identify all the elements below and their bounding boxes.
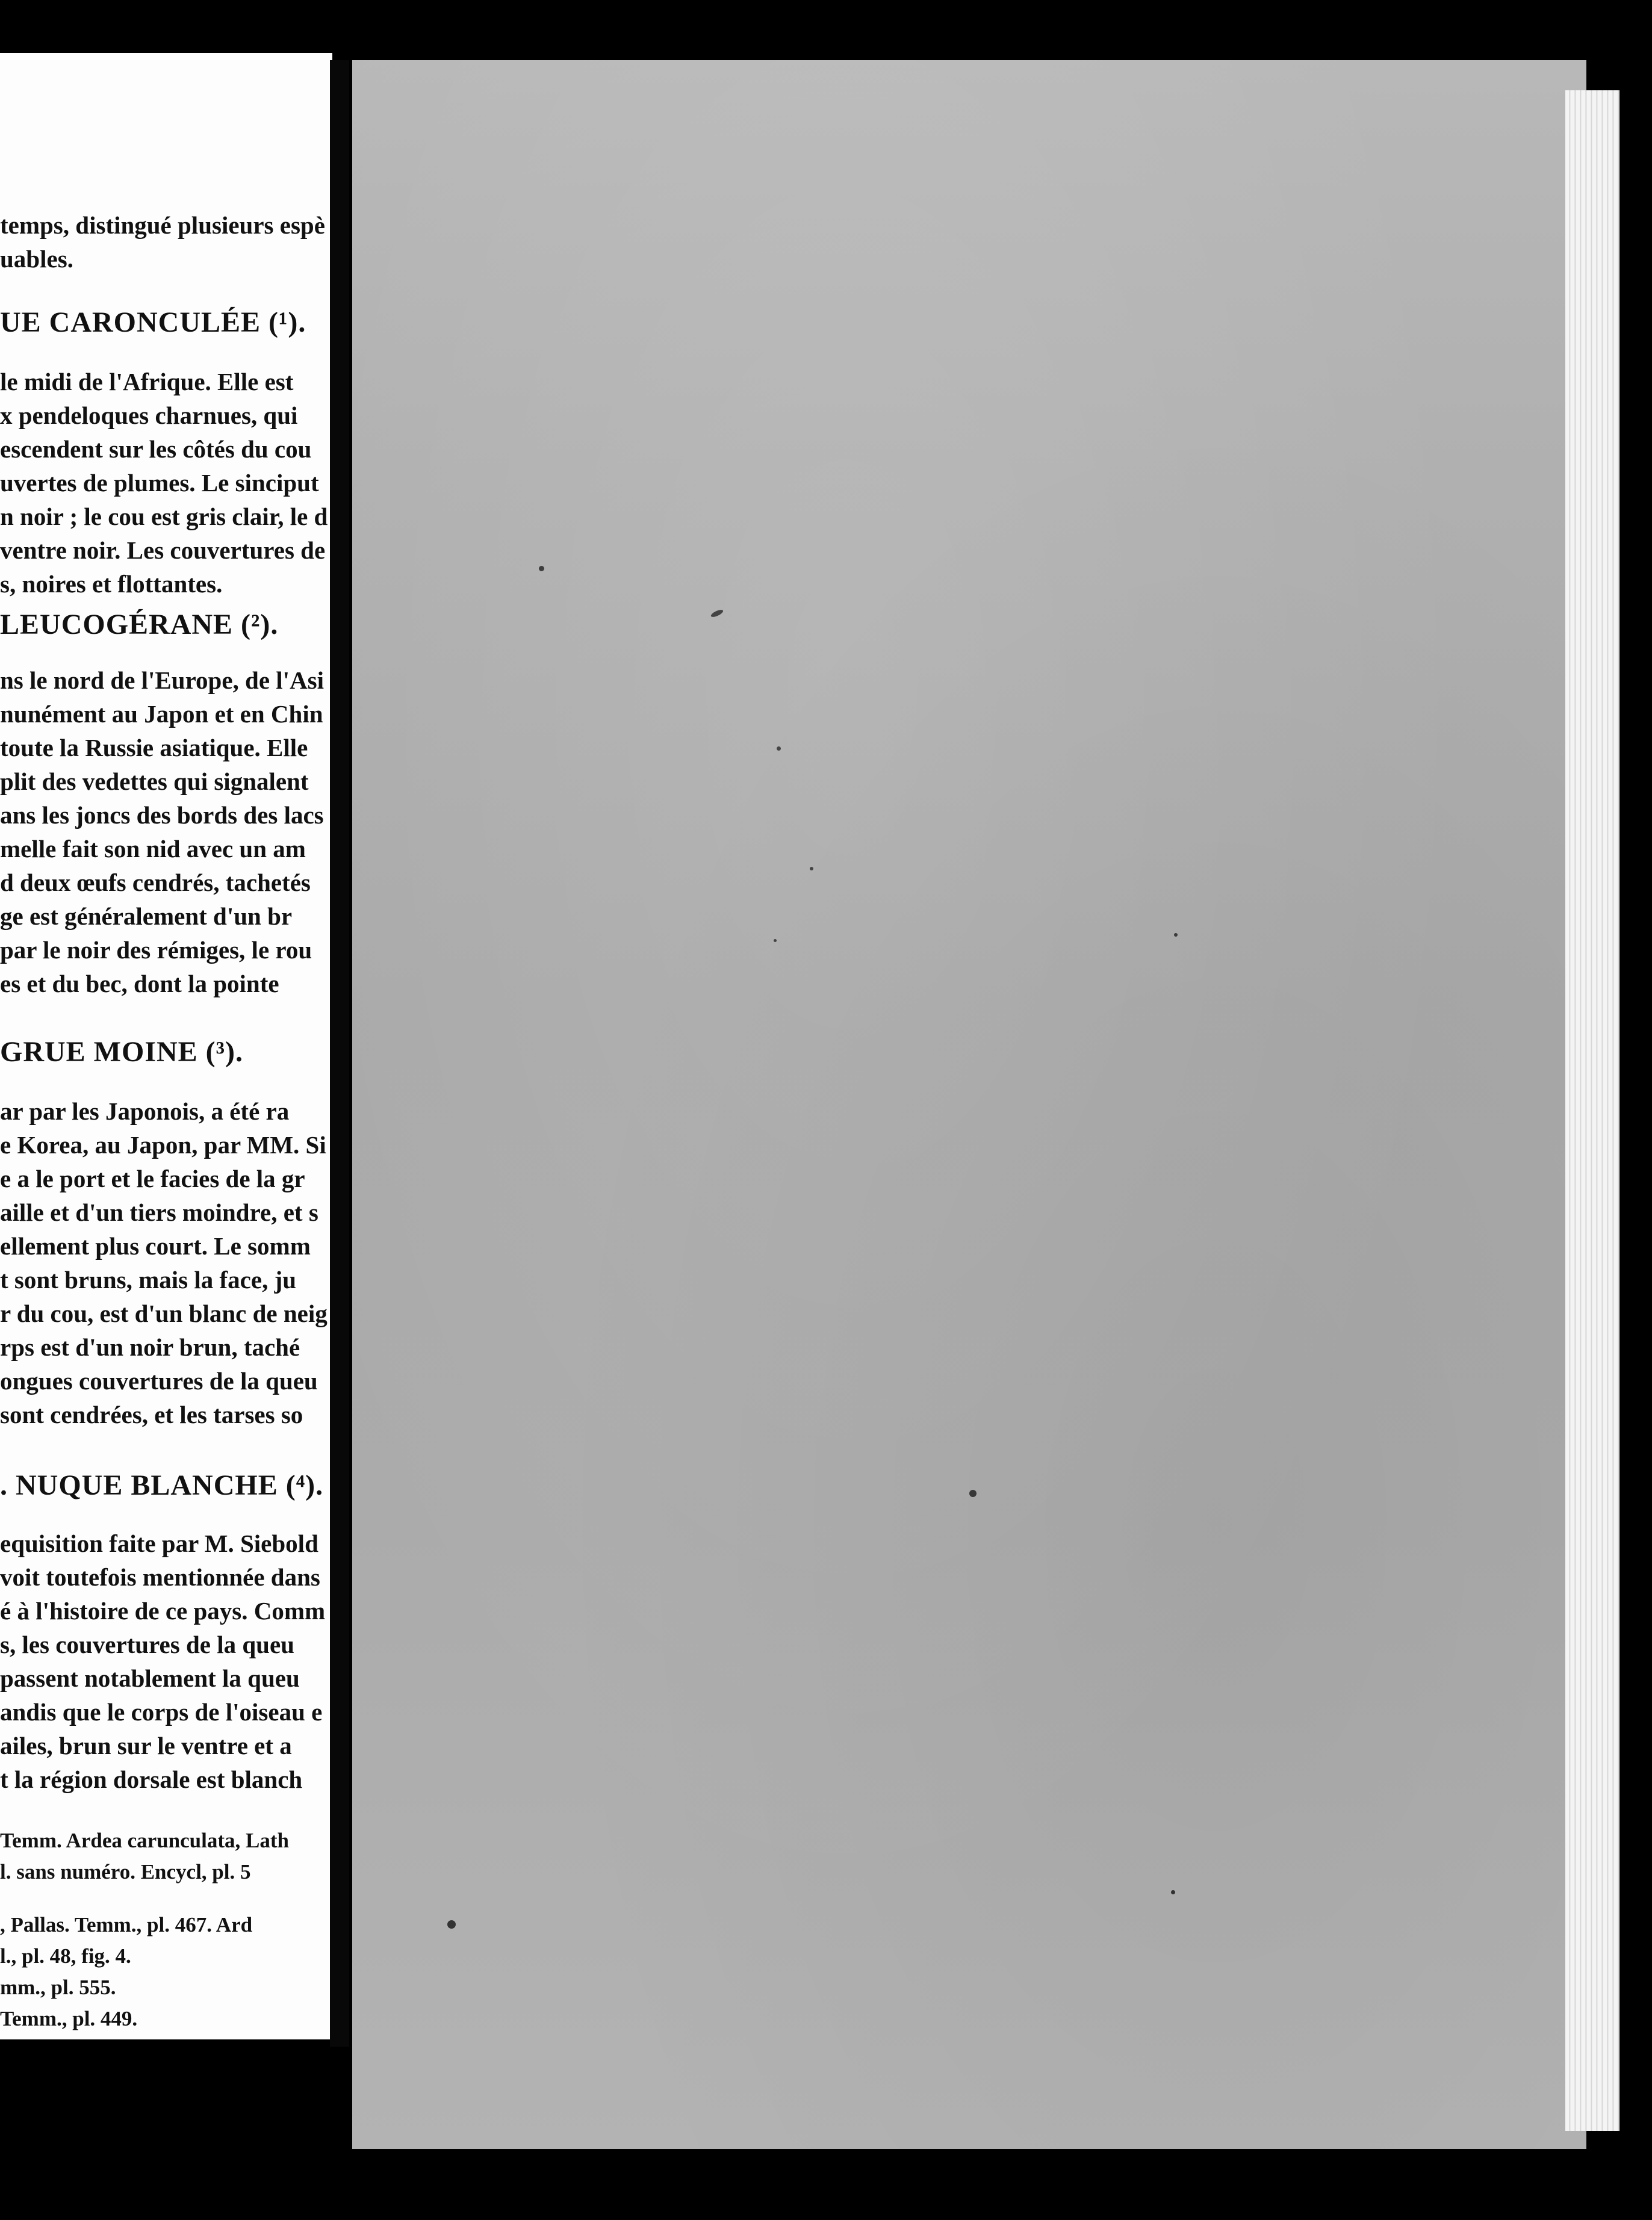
text-line: aille et d'un tiers moindre, et s [0, 1198, 318, 1226]
text-line: ns le nord de l'Europe, de l'Asi [0, 666, 324, 694]
page-edges [1565, 90, 1619, 2131]
text-line: t sont bruns, mais la face, ju [0, 1266, 297, 1294]
text-line: passent notablement la queu [0, 1664, 300, 1692]
text-line: uvertes de plumes. Le sinciput [0, 469, 319, 497]
text-line: melle fait son nid avec un am [0, 835, 306, 863]
footnote-line: Temm., pl. 449. [0, 2007, 138, 2030]
text-line: ventre noir. Les couvertures de [0, 536, 326, 564]
text-line: uables. [0, 245, 73, 273]
text-line: ans les joncs des bords des lacs [0, 801, 324, 829]
text-line: e a le port et le facies de la gr [0, 1165, 305, 1192]
text-line: temps, distingué plusieurs espè [0, 211, 325, 239]
text-line: toute la Russie asiatique. Elle [0, 734, 308, 761]
text-line: par le noir des rémiges, le rou [0, 936, 312, 964]
footnote-line: Temm. Ardea carunculata, Lath [0, 1829, 289, 1852]
text-line: es et du bec, dont la pointe [0, 970, 279, 997]
text-line: rps est d'un noir brun, taché [0, 1333, 300, 1361]
paper-speck [774, 939, 777, 942]
text-line: ar par les Japonois, a été ra [0, 1097, 290, 1125]
text-line: equisition faite par M. Siebold [0, 1530, 318, 1557]
left-page [0, 53, 332, 2039]
section-heading: LEUCOGÉRANE (²). [0, 609, 279, 640]
text-line: sont cendrées, et les tarses so [0, 1401, 303, 1428]
text-line: andis que le corps de l'oiseau e [0, 1698, 323, 1726]
text-line: e Korea, au Japon, par MM. Si [0, 1131, 326, 1159]
text-line: s, les couvertures de la queu [0, 1631, 294, 1658]
section-heading: . NUQUE BLANCHE (⁴). [0, 1469, 324, 1501]
text-line: n noir ; le cou est gris clair, le d [0, 503, 328, 530]
paper-speck [969, 1490, 977, 1497]
text-line: voit toutefois mentionnée dans [0, 1563, 320, 1591]
text-line: ellement plus court. Le somm [0, 1232, 311, 1260]
paper-speck [1171, 1890, 1175, 1894]
paper-speck [1174, 933, 1178, 937]
paper-speck [539, 566, 544, 571]
book-spine [330, 60, 349, 2047]
section-heading: GRUE MOINE (³). [0, 1036, 244, 1068]
right-blank-page [352, 60, 1586, 2149]
text-line: é à l'histoire de ce pays. Comm [0, 1597, 326, 1625]
text-line: nunément au Japon et en Chin [0, 700, 323, 728]
footnote-line: , Pallas. Temm., pl. 467. Ard [0, 1913, 253, 1936]
text-line: d deux œufs cendrés, tachetés [0, 869, 311, 896]
paper-speck [810, 867, 813, 870]
text-line: plit des vedettes qui signalent [0, 767, 309, 795]
text-line: r du cou, est d'un blanc de neig [0, 1300, 328, 1327]
footnote-line: mm., pl. 555. [0, 1976, 116, 1999]
paper-speck [447, 1920, 456, 1929]
text-line: t la région dorsale est blanch [0, 1766, 303, 1793]
text-line: x pendeloques charnues, qui [0, 402, 298, 429]
text-line: ongues couvertures de la queu [0, 1367, 318, 1395]
footnote-line: l., pl. 48, fig. 4. [0, 1944, 131, 1968]
paper-speck [710, 609, 724, 619]
text-line: le midi de l'Afrique. Elle est [0, 368, 294, 395]
text-line: ailes, brun sur le ventre et a [0, 1732, 292, 1760]
section-heading: UE CARONCULÉE (¹). [0, 306, 306, 338]
text-line: s, noires et flottantes. [0, 570, 223, 598]
paper-speck [777, 746, 781, 751]
footnote-line: l. sans numéro. Encycl, pl. 5 [0, 1860, 251, 1884]
text-line: ge est généralement d'un br [0, 902, 293, 930]
text-line: escendent sur les côtés du cou [0, 435, 312, 463]
